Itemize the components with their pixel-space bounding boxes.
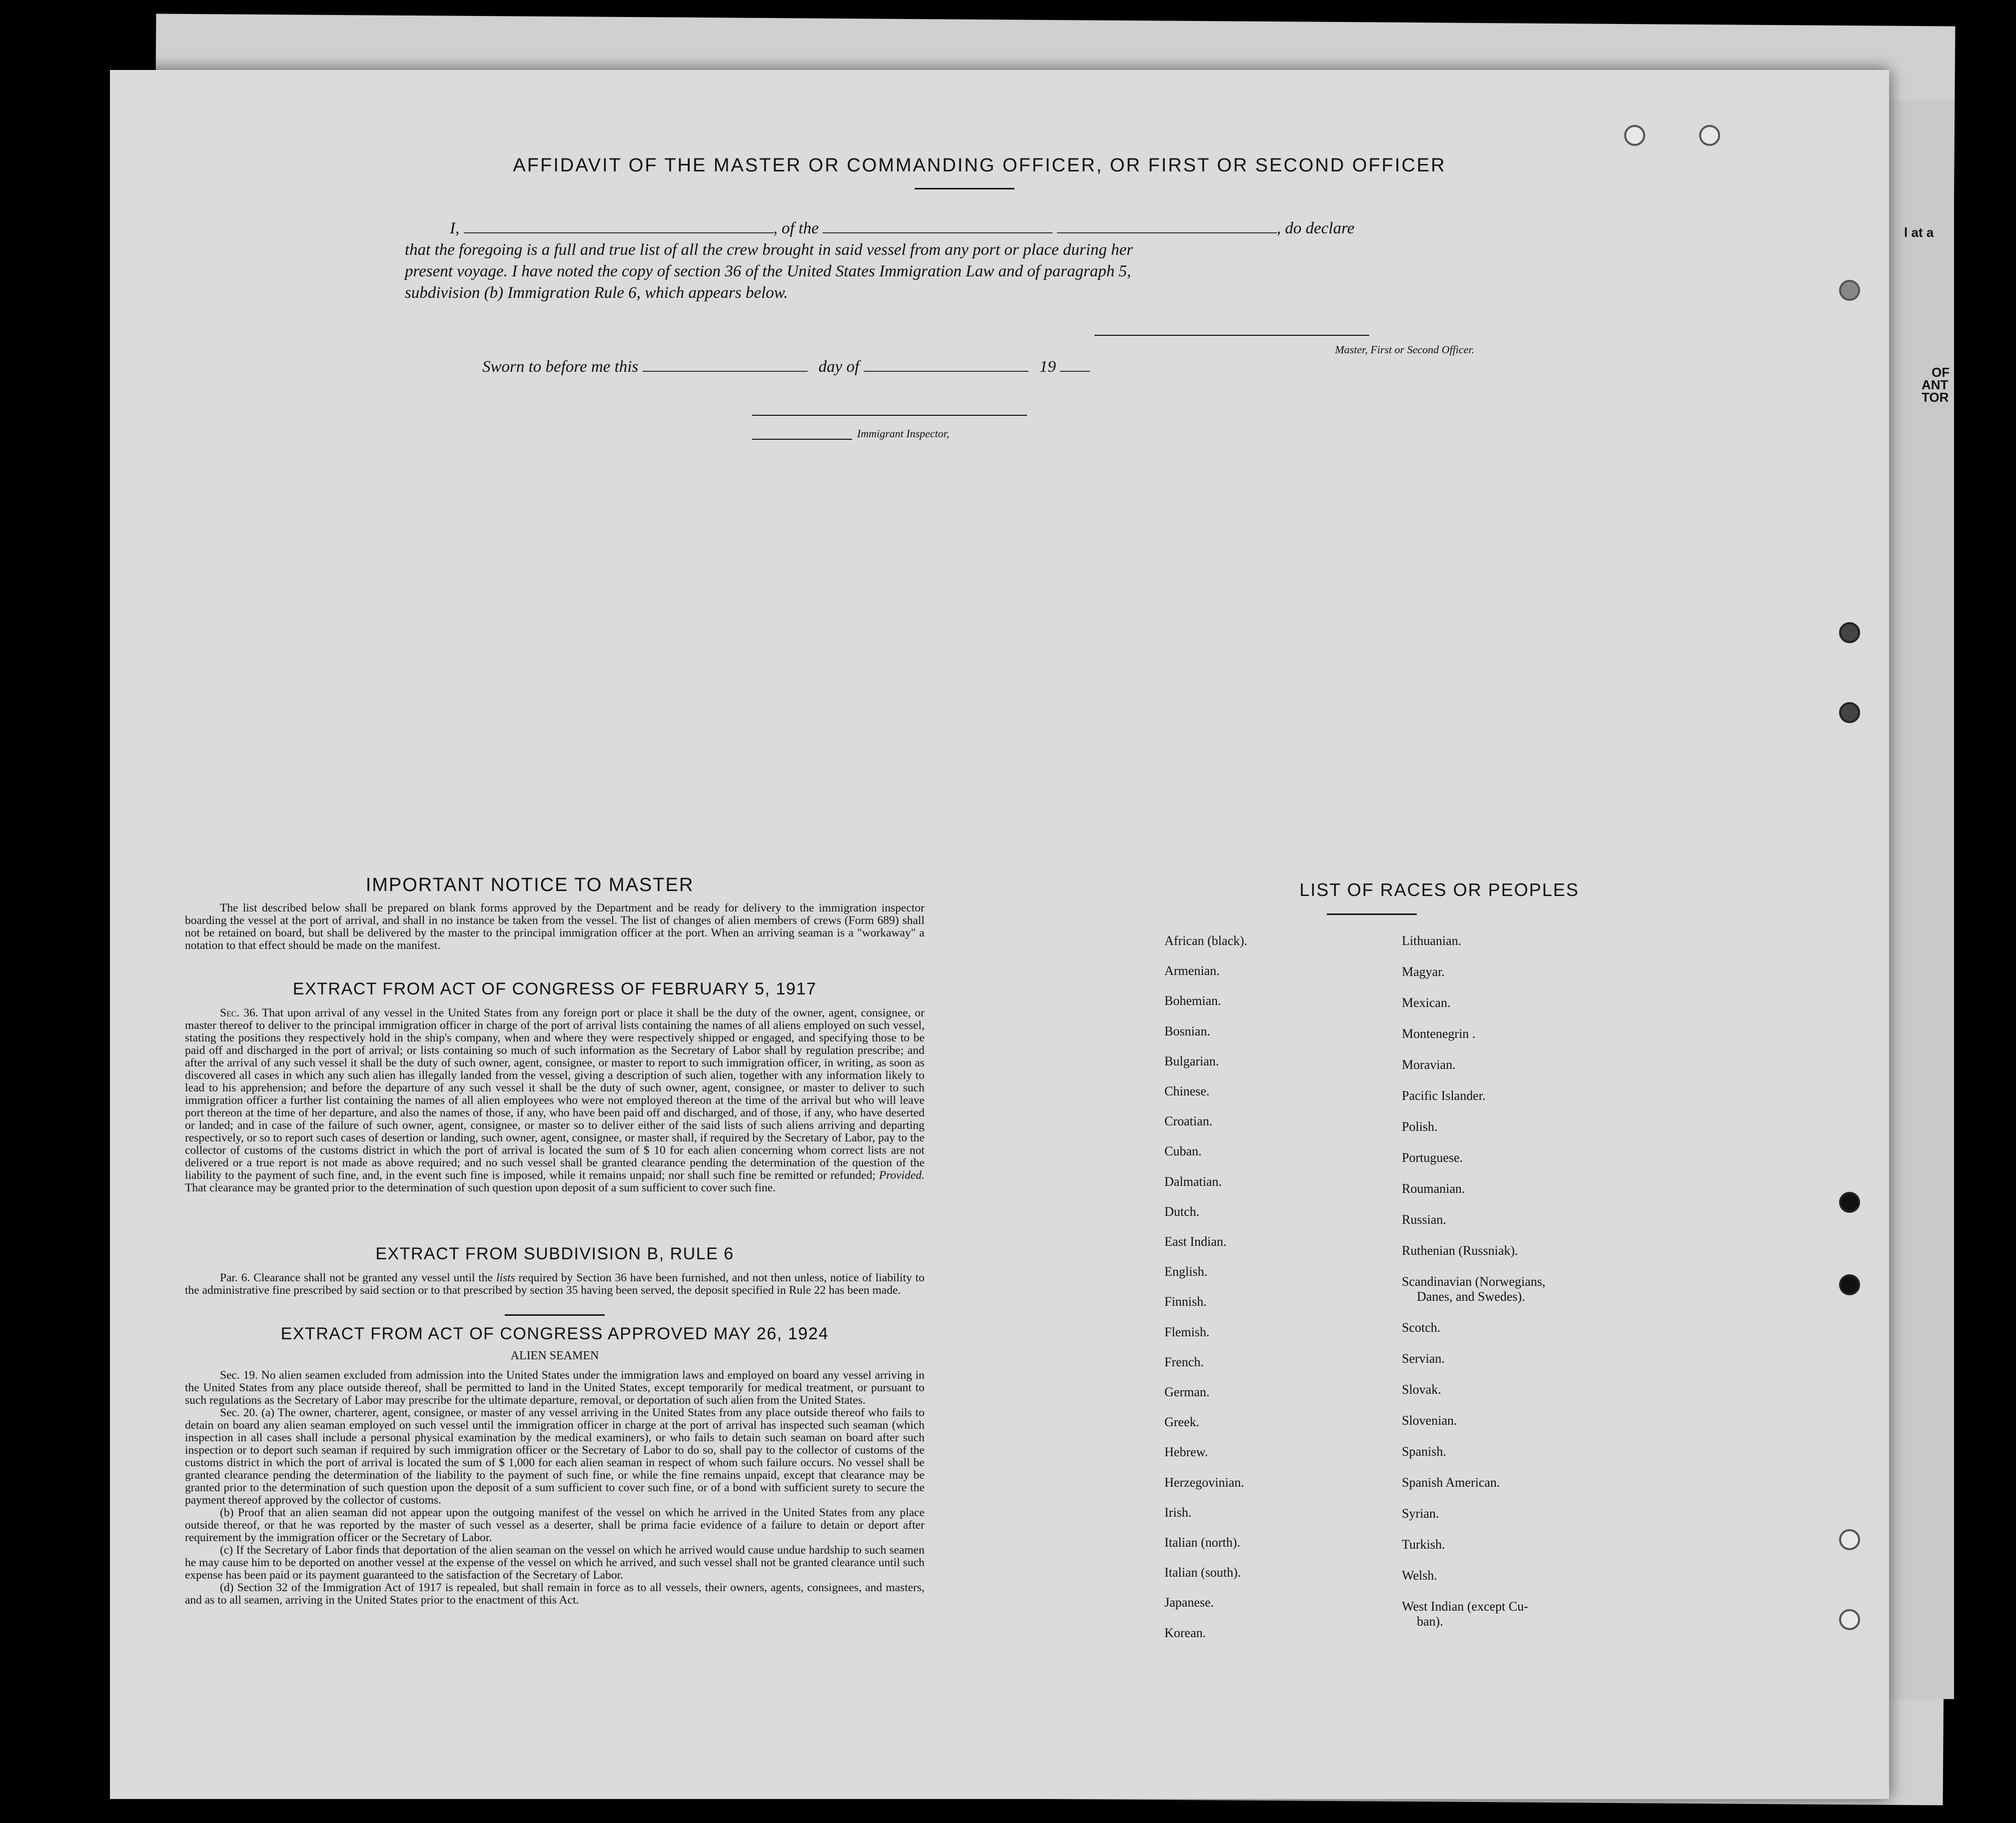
form-page xyxy=(110,70,1889,1799)
race-item: Servian. xyxy=(1402,1351,1445,1366)
race-item: Spanish American. xyxy=(1402,1475,1500,1490)
sworn-line xyxy=(482,358,1090,376)
race-item: Japanese. xyxy=(1164,1595,1214,1610)
day-of-label: day of xyxy=(818,358,860,376)
extract-1924-title: EXTRACT FROM ACT OF CONGRESS APPROVED MAY 26, 1924 xyxy=(280,1324,829,1343)
race-item: Mexican. xyxy=(1402,995,1451,1010)
race-item: Turkish. xyxy=(1402,1537,1445,1552)
race-item: Italian (south). xyxy=(1164,1565,1241,1580)
extract-rule6-title: EXTRACT FROM SUBDIVISION B, RULE 6 xyxy=(375,1244,734,1263)
punch-hole-icon xyxy=(1624,125,1645,146)
punch-hole-icon xyxy=(1839,622,1860,643)
sec20b-text: (b) Proof that an alien seaman did not appear upon the outgoing manifest of the vessel on which he arrived in the United States from any place outside thereof, or that he was reported by the master of such vessel as a deserter, shall be prima facie evidence of a failure to detain or deport after requirement by the immigration officer or the Secretary of Labor. xyxy=(185,1506,925,1544)
race-item: Bosnian. xyxy=(1164,1023,1210,1038)
race-item: East Indian. xyxy=(1164,1234,1227,1249)
strip-text: l at a xyxy=(1904,225,1934,240)
race-item: Flemish. xyxy=(1164,1324,1210,1339)
punch-hole-icon xyxy=(1699,125,1720,146)
race-item: Scotch. xyxy=(1402,1320,1441,1335)
race-item: Croatian. xyxy=(1164,1114,1213,1129)
decl-line: present voyage. I have noted the copy of section 36 of the United States Immigration Law and of paragraph 5, xyxy=(405,262,1131,280)
year-label: 19 xyxy=(1039,358,1056,376)
sec36-text-end: That clearance may be granted prior to the determination of such question upon deposit of a sum sufficient to cover such fine. xyxy=(185,1181,776,1194)
sec36-text: That upon arrival of any vessel in the United States from any foreign port or place it shall be the duty of the owner, agent, consignee, or master thereof to deliver to the principal immigration officer in charge of the port of arrival lists containing the names of all aliens employed on such vessel, stating the positions they respectively hold in the ship's company, when and where they were respectively shipped or engaged, and specifying those to be paid off and discharged in the port of arrival; or lists containing so much of such information as the Secretary of Labor shall by regulation prescribe; and after the arrival of any such vessel it shall be the duty of such owner, agent, consignee, or master to report to such immigration officer, in writing, as soon as discovered all cases in which any such alien has illegally landed from the vessel, giving a description of such alien, together with any information likely to lead to his apprehension; and before the departure of any such vessel it shall be the duty of such owner, agent, consignee, or master to deliver to such immigration officer a further list containing the names of all alien employees who were not employed thereon at the time of the arrival but who will leave port thereon at the time of her departure, and also the names of those, if any, who have been paid off and discharged, and of those, if any, who have deserted or landed; and in case of the failure of such owner, agent, consignee, or master so to deliver either of the said lists of such aliens arriving and departing respectively, or so to report such cases of desertion or landing, such owner, agent, consignee, or master shall, if required by the Secretary of Labor, pay to the collector of customs of the customs district in which the port of arrival is located the sum of $ 10 for each alien concerning whom correct lists are not delivered or a true report is not made as above required; and no such vessel shall be granted clearance pending the determination of the question of the liability to the payment of such fine, and, in the event such fine is imposed, while it remains unpaid; nor shall such fine be remitted or refunded; xyxy=(185,1006,925,1182)
inspector-sig-line[interactable] xyxy=(752,415,1027,416)
punch-hole-icon xyxy=(1839,280,1860,301)
notice-body: The list described below shall be prepared on blank forms approved by the Department and be ready for delivery to the immigration inspector boarding the vessel at the port of arrival, and shall in no instance be taken from the vessel. The list of changes of alien members of crews (Form 689) shall not be retained on board, but shall be delivered by the master to the principal immigration officer at the port. When an arriving seaman is a "workaway" a notation to that effect should be made on the manifest. xyxy=(185,902,925,952)
sworn-day-field[interactable] xyxy=(643,358,808,372)
race-item: Dalmatian. xyxy=(1164,1174,1222,1189)
race-item: Magyar. xyxy=(1402,964,1445,979)
race-item: Polish. xyxy=(1402,1119,1438,1134)
strip-text: TOR xyxy=(1922,390,1949,405)
race-item: Spanish. xyxy=(1402,1444,1446,1459)
punch-hole-icon xyxy=(1839,1274,1860,1295)
punch-hole-icon xyxy=(1839,1192,1860,1213)
strip-text: OF xyxy=(1932,365,1950,380)
signature-line[interactable] xyxy=(1094,335,1369,336)
extract-rule6-body xyxy=(185,1272,925,1297)
sec20d-text: (d) Section 32 of the Immigration Act of 1917 is repealed, but shall remain in force as to all vessels, their owners, agents, consignees, and masters, and as to all seamen, arriving in the United States prior to the enactment of this Act. xyxy=(185,1581,925,1607)
extract-1917-body xyxy=(185,1007,925,1194)
race-item: Lithuanian. xyxy=(1402,933,1462,948)
sworn-label: Sworn to before me this xyxy=(482,358,639,376)
race-item: Slovenian. xyxy=(1402,1413,1457,1428)
sworn-month-field[interactable] xyxy=(864,358,1028,372)
punch-hole-icon xyxy=(1839,1529,1860,1550)
races-title: LIST OF RACES OR PEOPLES xyxy=(1299,880,1579,900)
sec20c-text: (c) If the Secretary of Labor finds that deportation of the alien seaman on the vessel on which he arrived would cause undue hardship to such seamen he may cause him to be deported on another vessel at the expense of the vessel on which he arrived, and such vessel shall not be granted clearance until such expense has been paid or its payment guaranteed to the satisfaction of the Secretary of Labor. xyxy=(185,1544,925,1582)
race-item: Ruthenian (Russniak). xyxy=(1402,1243,1518,1258)
race-item: French. xyxy=(1164,1354,1204,1369)
race-item: Italian (north). xyxy=(1164,1535,1240,1550)
punch-hole-icon xyxy=(1839,1609,1860,1630)
race-item: ban). xyxy=(1417,1614,1443,1629)
section-rule xyxy=(505,1314,605,1316)
decl-line: that the foregoing is a full and true list of all the crew brought in said vessel from any port or place during her xyxy=(405,241,1133,259)
extract-1917-title: EXTRACT FROM ACT OF CONGRESS OF FEBRUARY 5, 1917 xyxy=(292,979,817,998)
race-item: English. xyxy=(1164,1264,1207,1279)
race-item: Pacific Islander. xyxy=(1402,1088,1486,1103)
race-item: Roumanian. xyxy=(1402,1181,1465,1196)
decl-do-declare: , do declare xyxy=(1276,219,1355,237)
race-item: African (black). xyxy=(1164,933,1248,948)
sec20-label: Sec. 20. xyxy=(220,1406,258,1419)
sec19-label: Sec. 19. xyxy=(220,1369,258,1382)
sec20a-text: (a) The owner, charterer, agent, consignee, or master of any vessel arriving in the United States from any place outside thereof who fails to detain on board any alien seaman employed on such vessel until the immigration officer in charge at the port of arrival has inspected such seaman (which inspection in all cases shall include a personal physical examination by the medical examiners), or who fails to detain such seaman on board after such inspection or to deport such seaman if required by such immigration officer or the Secretary of Labor to do so, shall pay to the collector of customs of the customs district in which the port of arrival is located the sum of $ 1,000 for each alien seaman in respect of whom such failure occurs. No vessel shall be granted clearance pending the determination of the liability to the payment of such fine, or while the fine remains unpaid, except that clearance may be granted prior to the determination of such question upon the deposit of a sum sufficient to cover such fine, or of a bond with sufficient surety to secure the payment thereof approved by the collector of customs. xyxy=(185,1406,925,1507)
par6-lists: lists xyxy=(496,1271,515,1284)
race-item: Irish. xyxy=(1164,1505,1192,1520)
races-rule xyxy=(1327,913,1417,915)
master-label: Master, First or Second Officer. xyxy=(1335,343,1474,356)
strip-text: ANT xyxy=(1922,377,1949,392)
adjacent-page-strip xyxy=(1884,100,1954,1699)
race-item: Cuban. xyxy=(1164,1144,1202,1159)
sec19-text: No alien seamen excluded from admission into the United States under the immigration laws and employed on board any vessel arriving in the United States from any place outside thereof, shall be permitted to land in the United States, except temporarily for medical treatment, or pursuant to such regulations as the Secretary of Labor may prescribe for the ultimate departure, removal, or deportation of such alien from the United States. xyxy=(185,1369,925,1407)
race-item: Scandinavian (Norwegians, xyxy=(1402,1274,1546,1289)
race-item: Hebrew. xyxy=(1164,1445,1208,1460)
par6-text: Clearance shall not be granted any vessel until the xyxy=(253,1271,493,1284)
race-item: Greek. xyxy=(1164,1415,1200,1430)
race-item: Herzegovinian. xyxy=(1164,1475,1244,1490)
vessel-field-1[interactable] xyxy=(823,219,1052,233)
race-item: Portuguese. xyxy=(1402,1150,1463,1165)
race-item: Welsh. xyxy=(1402,1568,1437,1583)
race-item: Finnish. xyxy=(1164,1294,1207,1309)
punch-hole-icon xyxy=(1839,702,1860,723)
affidavit-title: AFFIDAVIT OF THE MASTER OR COMMANDING OFFICER, OR FIRST OR SECOND OFFICER xyxy=(513,155,1446,176)
race-item: Korean. xyxy=(1164,1625,1206,1640)
extract-1924-body xyxy=(185,1369,925,1607)
race-item: Moravian. xyxy=(1402,1057,1456,1072)
inspector-label: Immigrant Inspector, xyxy=(857,427,950,440)
race-item: Bulgarian. xyxy=(1164,1053,1219,1068)
decl-of-the: , of the xyxy=(773,219,819,237)
sec36-provided: Provided. xyxy=(879,1169,925,1182)
decl-i: I, xyxy=(450,219,460,237)
par6-label: Par. 6. xyxy=(220,1271,250,1284)
race-item: West Indian (except Cu- xyxy=(1402,1599,1528,1614)
notice-title: IMPORTANT NOTICE TO MASTER xyxy=(365,875,694,896)
vessel-field-2[interactable] xyxy=(1057,219,1277,233)
sworn-year-field[interactable] xyxy=(1060,358,1090,372)
sec36-label: Sec. 36. xyxy=(220,1006,258,1019)
decl-line: subdivision (b) Immigration Rule 6, which appears below. xyxy=(405,284,788,302)
name-field[interactable] xyxy=(464,219,774,233)
race-item: Armenian. xyxy=(1164,963,1220,978)
inspector-sig-line-2 xyxy=(752,439,852,440)
race-item: Montenegrin . xyxy=(1402,1026,1476,1041)
par6-text-b: required by Section 36 have been furnished, and not then unless, notice of liability to the administrative fine prescribed by said section or to that prescribed by section 35 having been served, the deposit specified in Rule 22 has been made. xyxy=(185,1271,925,1297)
race-item: Russian. xyxy=(1402,1212,1446,1227)
alien-seamen-subtitle: ALIEN SEAMEN xyxy=(510,1349,599,1362)
race-item: Danes, and Swedes). xyxy=(1417,1289,1525,1304)
race-item: Slovak. xyxy=(1402,1382,1441,1397)
race-item: German. xyxy=(1164,1385,1210,1399)
race-item: Syrian. xyxy=(1402,1506,1439,1521)
race-item: Dutch. xyxy=(1164,1204,1200,1219)
race-item: Chinese. xyxy=(1164,1084,1210,1098)
title-rule xyxy=(915,188,1014,189)
affidavit-declaration xyxy=(405,218,1494,304)
race-item: Bohemian. xyxy=(1164,993,1221,1008)
